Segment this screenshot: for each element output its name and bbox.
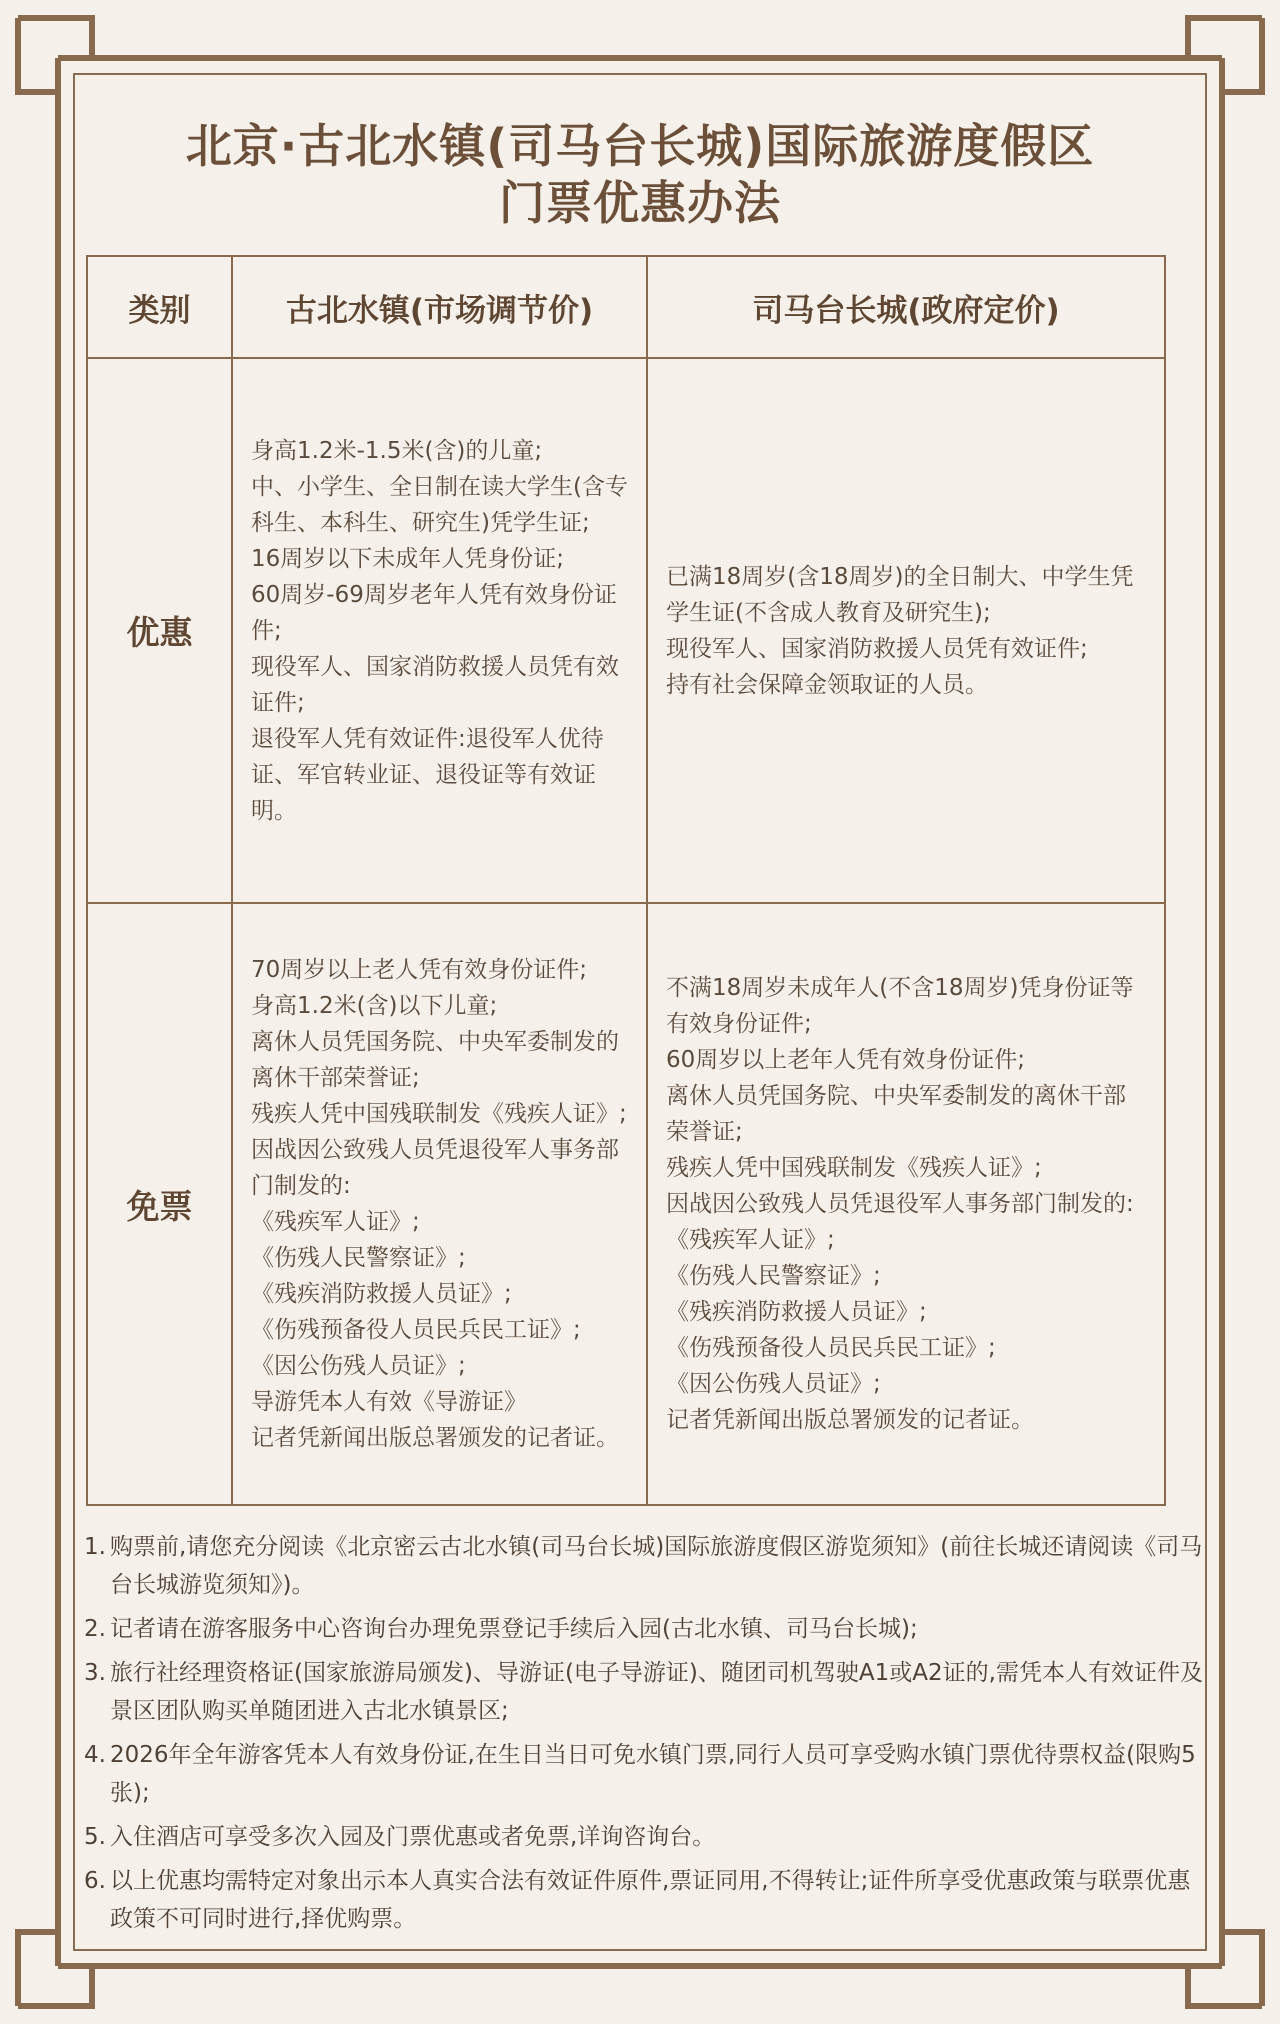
note-number: 4. <box>84 1742 106 1768</box>
free-gubei-item: 《伤残人民警察证》; <box>251 1245 466 1271</box>
note-text: 旅行社经理资格证(国家旅游局颁发)、导游证(电子导游证)、随团司机驾驶A1或A2证的,需凭本人有效证件及景区团队购买单随团进入古北水镇景区; <box>110 1660 1203 1724</box>
free-simatai-cell <box>647 903 1165 1505</box>
discount-gubei-item: 60周岁-69周岁老年人凭有效身份证件; <box>251 581 617 644</box>
free-simatai-item: 因战因公致残人员凭退役军人事务部门制发的: <box>666 1191 1134 1217</box>
page-title-line2: 门票优惠办法 <box>499 176 781 230</box>
free-gubei-item: 记者凭新闻出版总署颁发的记者证。 <box>251 1425 619 1451</box>
table-header-row <box>87 256 1165 358</box>
free-simatai-item: 60周岁以上老年人凭有效身份证件; <box>666 1047 1026 1073</box>
note-text: 入住酒店可享受多次入园及门票优惠或者免票,详询咨询台。 <box>110 1824 716 1850</box>
note-number: 3. <box>84 1660 106 1686</box>
note-text: 购票前,请您充分阅读《北京密云古北水镇(司马台长城)国际旅游度假区游览须知》(前往长城还请阅读《司马台长城游览须知》)。 <box>110 1534 1203 1598</box>
discount-simatai-item: 持有社会保障金领取证的人员。 <box>666 671 988 698</box>
discount-gubei-item: 退役军人凭有效证件:退役军人优待证、军官转业证、退役证等有效证明。 <box>251 725 604 824</box>
free-gubei-item: 离休人员凭国务院、中央军委制发的离休干部荣誉证; <box>251 1029 619 1091</box>
free-gubei-item: 《因公伤残人员证》; <box>251 1353 466 1379</box>
free-simatai-item: 《残疾消防救援人员证》; <box>666 1299 927 1325</box>
free-simatai-item: 《伤残人民警察证》; <box>666 1263 881 1289</box>
free-simatai-item: 残疾人凭中国残联制发《残疾人证》; <box>666 1155 1042 1181</box>
category-discount: 优惠 <box>87 358 232 903</box>
header-category: 类别 <box>87 256 232 358</box>
free-simatai-item: 离休人员凭国务院、中央军委制发的离休干部荣誉证; <box>666 1083 1126 1145</box>
free-gubei-item: 导游凭本人有效《导游证》 <box>251 1389 527 1415</box>
discount-gubei-item: 16周岁以下未成年人凭身份证; <box>251 545 565 572</box>
discount-gubei-item: 中、小学生、全日制在读大学生(含专科生、本科生、研究生)凭学生证; <box>251 473 628 536</box>
free-simatai-item: 《因公伤残人员证》; <box>666 1371 881 1397</box>
note-number: 2. <box>84 1616 106 1642</box>
free-simatai-item: 不满18周岁未成年人(不含18周岁)凭身份证等有效身份证件; <box>666 975 1134 1037</box>
note-number: 5. <box>84 1824 106 1850</box>
discount-gubei-cell <box>232 358 647 903</box>
table-row-discount <box>87 358 1165 903</box>
free-gubei-item: 《伤残预备役人员民兵民工证》; <box>251 1317 581 1343</box>
free-simatai-item: 《伤残预备役人员民兵民工证》; <box>666 1335 996 1361</box>
header-gubei: 古北水镇(市场调节价) <box>232 256 647 358</box>
note-item <box>84 1654 1204 1730</box>
note-item <box>84 1736 1204 1812</box>
free-gubei-item: 《残疾军人证》; <box>251 1209 420 1235</box>
note-text: 以上优惠均需特定对象出示本人真实合法有效证件原件,票证同用,不得转让;证件所享受优惠政策与联票优惠政策不可同时进行,择优购票。 <box>110 1868 1191 1932</box>
free-simatai-item: 《残疾军人证》; <box>666 1227 835 1253</box>
free-gubei-cell <box>232 903 647 1505</box>
notes-list <box>84 1528 1204 1944</box>
table-row-free <box>87 903 1165 1505</box>
ticket-policy-table <box>86 255 1166 1506</box>
note-number: 1. <box>84 1534 106 1560</box>
free-gubei-item: 身高1.2米(含)以下儿童; <box>251 993 498 1019</box>
discount-gubei-item: 现役军人、国家消防救援人员凭有效证件; <box>251 653 619 716</box>
free-gubei-item: 残疾人凭中国残联制发《残疾人证》; <box>251 1101 627 1127</box>
free-gubei-item: 因战因公致残人员凭退役军人事务部门制发的: <box>251 1137 619 1199</box>
discount-gubei-item: 身高1.2米-1.5米(含)的儿童; <box>251 437 543 464</box>
page-title-line1: 北京·古北水镇(司马台长城)国际旅游度假区 <box>185 119 1095 173</box>
note-item <box>84 1862 1204 1938</box>
discount-simatai-item: 现役军人、国家消防救援人员凭有效证件; <box>666 635 1088 662</box>
header-simatai: 司马台长城(政府定价) <box>647 256 1165 358</box>
category-free: 免票 <box>87 903 232 1505</box>
note-item <box>84 1610 1204 1648</box>
note-number: 6. <box>84 1868 106 1894</box>
note-item <box>84 1528 1204 1604</box>
discount-simatai-cell <box>647 358 1165 903</box>
free-gubei-item: 70周岁以上老人凭有效身份证件; <box>251 957 588 983</box>
note-text: 2026年全年游客凭本人有效身份证,在生日当日可免水镇门票,同行人员可享受购水镇门票优待票权益(限购5张); <box>110 1742 1196 1806</box>
note-item <box>84 1818 1204 1856</box>
discount-simatai-item: 已满18周岁(含18周岁)的全日制大、中学生凭学生证(不含成人教育及研究生); <box>666 563 1134 626</box>
free-simatai-item: 记者凭新闻出版总署颁发的记者证。 <box>666 1407 1034 1433</box>
note-text: 记者请在游客服务中心咨询台办理免票登记手续后入园(古北水镇、司马台长城); <box>110 1616 918 1642</box>
free-gubei-item: 《残疾消防救援人员证》; <box>251 1281 512 1307</box>
